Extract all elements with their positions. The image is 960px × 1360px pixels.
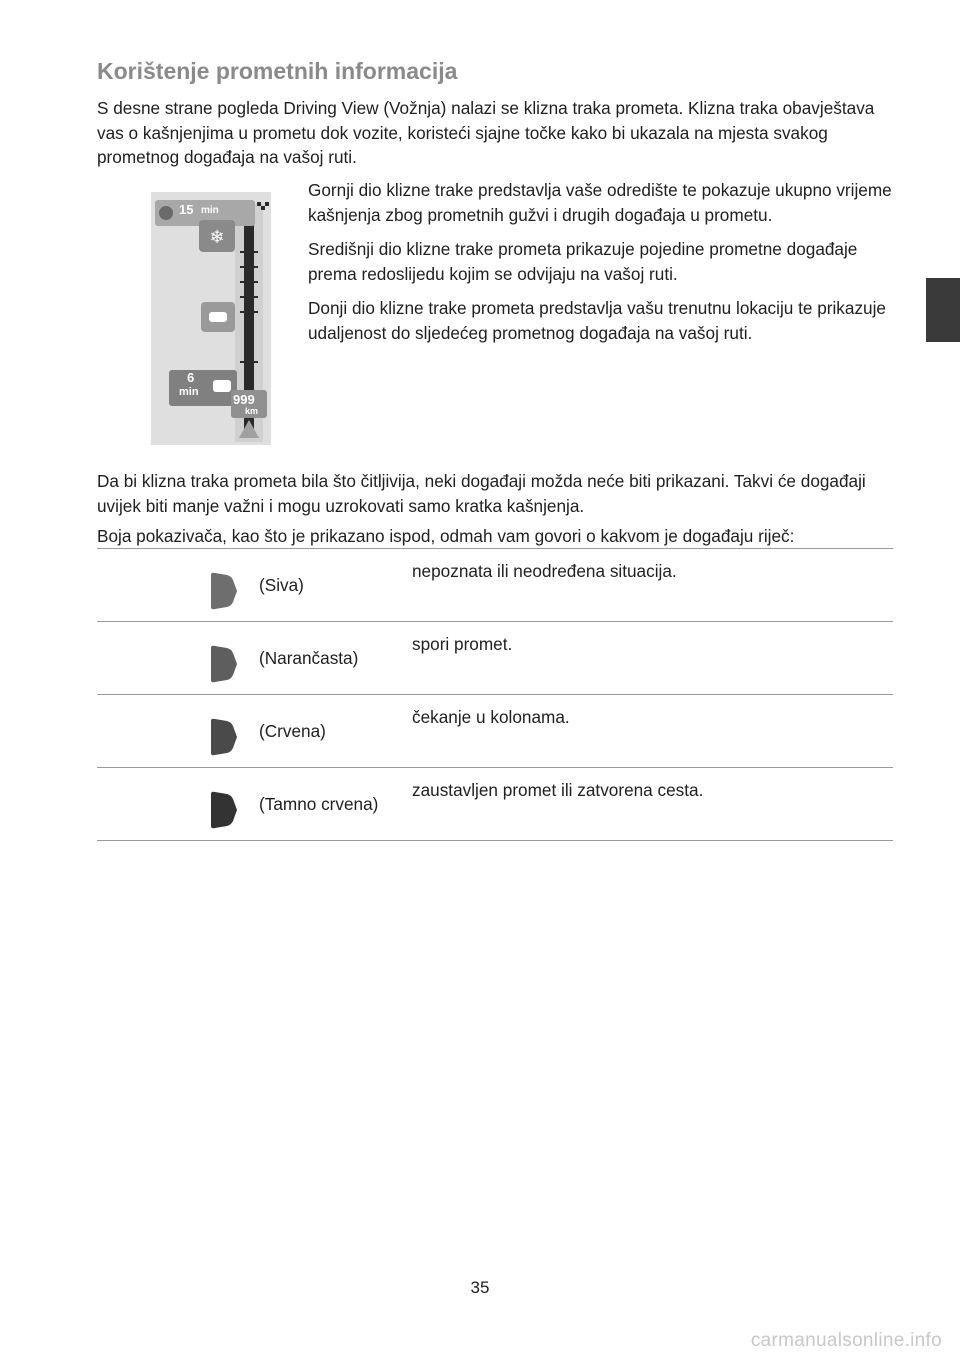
bottom-delay-value: 6 — [187, 370, 195, 385]
bar-top-paragraph: Gornji dio klizne trake predstavlja vaše odredište te pokazuje ukupno vrijeme kašnjenja zbog prometnih gužvi i drugih događaja u prometu. — [308, 180, 892, 225]
watermark: carmanualsonline.info — [750, 1330, 942, 1351]
pointer-shape — [211, 646, 237, 683]
page-number: 35 — [470, 1278, 490, 1297]
legend-description: nepoznata ili neodređena situacija. — [412, 561, 677, 581]
bar-bottom-paragraph: Donji dio klizne trake prometa predstavlja vašu trenutnu lokaciju te prikazuje udaljenost do sljedećeg prometnog događaja na vašoj ruti. — [308, 298, 886, 343]
legend-color-name: (Crvena) — [259, 721, 326, 741]
legend-description: čekanje u kolonama. — [412, 707, 570, 727]
legend-description: zaustavljen promet ili zatvorena cesta. — [412, 780, 704, 800]
traffic-bar-image — [151, 192, 271, 445]
legend-color-name: (Narančasta) — [259, 648, 359, 668]
pointer-icon — [207, 790, 239, 830]
top-delay-unit: min — [201, 205, 219, 216]
pointer-shape — [211, 719, 237, 756]
pointer-icon — [207, 571, 239, 611]
color-intro-paragraph: Boja pokazivača, kao što je prikazano ispod, odmah vam govori o kakvom je događaju riječ: — [97, 526, 795, 546]
legend-row — [97, 548, 893, 621]
pointer-shape — [211, 573, 237, 610]
distance-value: 999 — [233, 392, 255, 407]
svg-text:❄: ❄ — [209, 227, 225, 248]
traffic-bar-description — [308, 178, 896, 355]
legend-color-name: (Siva) — [259, 575, 304, 595]
top-delay-value: 15 — [179, 202, 194, 217]
page-title: Korištenje prometnih informacija — [97, 58, 458, 84]
bottom-delay-unit: min — [179, 386, 199, 398]
pointer-icon — [207, 717, 239, 757]
note-paragraph: Da bi klizna traka prometa bila što čitljivija, neki događaji možda neće biti prikazani. Takvi će događaji uvijek biti manje važni i mogu uzrokovati samo kratka kašnjenja. — [97, 471, 866, 516]
legend-row — [97, 621, 893, 694]
pointer-shape — [211, 792, 237, 829]
legend-row — [97, 767, 893, 841]
pointer-icon — [207, 644, 239, 684]
bar-middle-paragraph: Središnji dio klizne trake prometa prikazuje pojedine prometne događaje prema redoslijedu kojim se odvijaju na vašoj ruti. — [308, 239, 858, 284]
legend-description: spori promet. — [412, 634, 513, 654]
intro-paragraph: S desne strane pogleda Driving View (Vožnja) nalazi se klizna traka prometa. Klizna traka obavještava vas o kašnjenjima u prometu dok vozite, koristeći sjajne točke kako bi ukazala na mjesta svakog prometnog događaja na vašoj ruti. — [97, 98, 875, 167]
legend-row — [97, 694, 893, 767]
distance-unit: km — [245, 406, 259, 416]
legend-color-name: (Tamno crvena) — [259, 794, 379, 814]
chapter-tab — [926, 278, 960, 342]
color-legend-table — [97, 548, 893, 841]
